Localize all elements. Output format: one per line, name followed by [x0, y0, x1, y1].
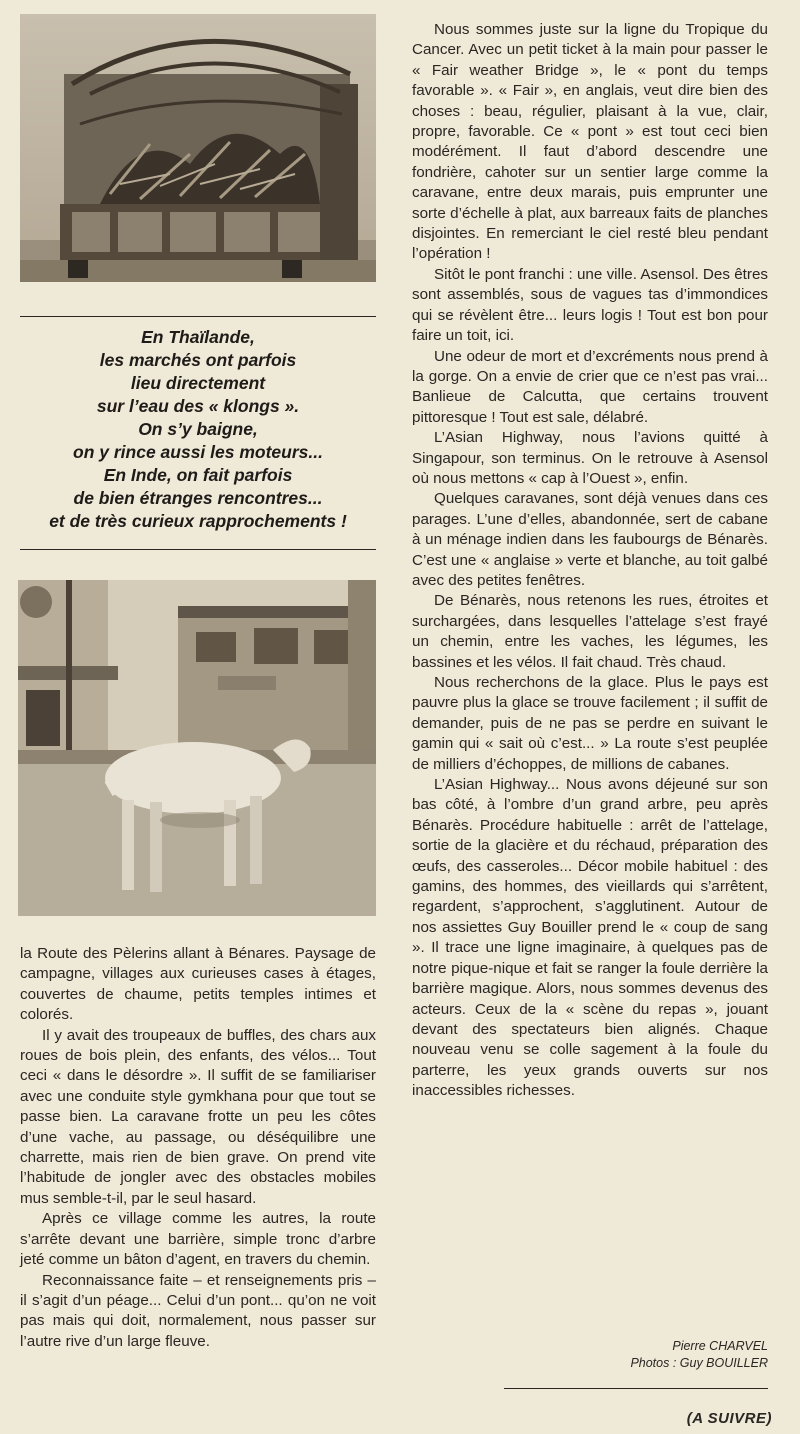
paragraph: Une odeur de mort et d’excréments nous prend à la gorge. On a envie de crier que ce n’est pas vrai... Banlieue de Calcutta, que certains trouvent pittoresque ! Tout est sale, délabré. [412, 347, 768, 426]
caption-line: et de très curieux rapprochements ! [49, 511, 347, 531]
paragraph: L’Asian Highway, nous l’avions quitté à Singapour, son terminus. On le retrouve à Asensol où nous mettons « cap à l’Ouest », enfin. [412, 429, 768, 487]
left-text-column [20, 944, 376, 1352]
photo-credit: Photos : Guy BOUILLER [630, 1356, 768, 1370]
paragraph: Reconnaissance faite – et renseignements pris – il s’agit d’un péage... Celui d’un pont... qu’on ne voit pas mais qui doit, normalement, nous passer sur l’autre rive d’un large fleuve. [20, 1271, 376, 1350]
paragraph: Sitôt le pont franchi : une ville. Asensol. Des êtres sont assemblés, sous de vagues tas d’immondices qui se révèlent être... leurs logis ! Tout est bon pour faire un toit, ici. [412, 265, 768, 345]
caption-line: on y rince aussi les moteurs... [73, 442, 323, 462]
paragraph: L’Asian Highway... Nous avons déjeuné sur son bas côté, à l’ombre d’un grand arbre, peu après Bénarès. Procédure habituelle : arrêt de l’attelage, sortie de la glacière et du réchaud, préparation des œufs, des casseroles... Décor mobile habituel : des gamins, des hommes, des vieillards qui s’arrêtent, regardent, s’approchent, s’agglutinent. Autour de nos assiettes Guy Bouiller prend le « coup de sang ». Il trace une ligne imaginaire, à quelques pas de notre pique-nique et fait se ranger la foule derrière la barrière magique. Alors, nous sommes devenus des acteurs. Ceux de la « scène du repas », jouant devant des spectateurs bien alignés. Chaque nouveau venu se colle sagement à la foule du parterre, les yeux grands ouverts sur nos inaccessibles richesses. [412, 776, 768, 1100]
paragraph: Il y avait des troupeaux de buffles, des chars aux roues de bois plein, des enfants, des vélos... Tout ceci « dans le désordre ». Il suffit de se familiariser avec une conduite style gymkhana pour que tout se passe bien. La caravane frotte un peu les côtes d’une vache, au passage, ou déséquilibre une charrette, mais rien de bien grave. On prend vite l’habitude de jongler avec des obstacles mobiles mus semble-t-il, par le seul hasard. [20, 1026, 376, 1207]
caption-top-rule [20, 316, 376, 317]
truck-photo [20, 14, 376, 282]
paragraph: Quelques caravanes, sont déjà venues dans ces parages. L’une d’elles, abandonnée, sert de cabane à un ménage indien dans les faubourgs de Bénarès. C’est une « anglaise » verte et blanche, au toit galbé avec des petites fenêtres. [412, 490, 768, 589]
caption-line: lieu directement [130, 373, 266, 393]
to-be-continued-label: (A SUIVRE) [686, 1410, 772, 1427]
caption-line: En Inde, on fait parfois [103, 465, 293, 485]
truck-photo-image [20, 14, 376, 282]
signature-rule [504, 1388, 768, 1389]
paragraph: De Bénarès, nous retenons les rues, étroites et surchargées, dans lesquelles l’attelage s’est frayé un chemin, entre les vaches, les légumes, les bassines et les vélos. Il fait chaud. Très chaud. [412, 592, 768, 671]
paragraph: Nous sommes juste sur la ligne du Tropique du Cancer. Avec un petit ticket à la main pour passer le « Fair weather Bridge », le « pont du temps favorable ». « Fair », en anglais, veut dire bien des choses : beau, régulier, plaisant à la vue, clair, propre, favorable. Ce « pont » est tout ceci bien modérément. Il faut d’abord descendre une fondrière, cahoter sur un sentier large comme la caravane, entre deux marais, puis emprunter une sorte d’échelle à plat, aux barreaux faits de planches disjointes. En remerciant le ciel resté bleu pendant l’opération ! [412, 21, 768, 263]
right-text-column [412, 20, 768, 1102]
caption-bottom-rule [20, 549, 376, 550]
cow-street-photo-image [18, 580, 376, 916]
paragraph: Après ce village comme les autres, la route s’arrête devant une barrière, simple tronc d’arbre jeté comme un bâton d’agent, en travers du chemin. [20, 1210, 376, 1269]
photo-caption [20, 326, 376, 533]
paragraph: la Route des Pèlerins allant à Bénares. Paysage de campagne, villages aux curieuses cases à étages, couvertes de chaume, petits temples intimes et colorés. [20, 945, 376, 1024]
caption-line: sur l’eau des « klongs ». [96, 396, 300, 416]
caption-line: On s’y baigne, [138, 419, 258, 439]
author-credit: Pierre CHARVEL [672, 1339, 768, 1353]
caption-line: de bien étranges rencontres... [73, 488, 323, 508]
cow-street-photo [18, 580, 376, 916]
caption-line: les marchés ont parfois [99, 350, 297, 370]
caption-line: En Thaïlande, [141, 327, 255, 347]
paragraph: Nous recherchons de la glace. Plus le pays est pauvre plus la glace se trouve facilement ; il suffit de demander, puis de ne pas se perdre en suivant le gamin qui « sait où c’est... » La route s’est peuplée de milliers d’échoppes, de millions de cabanes. [412, 674, 768, 773]
